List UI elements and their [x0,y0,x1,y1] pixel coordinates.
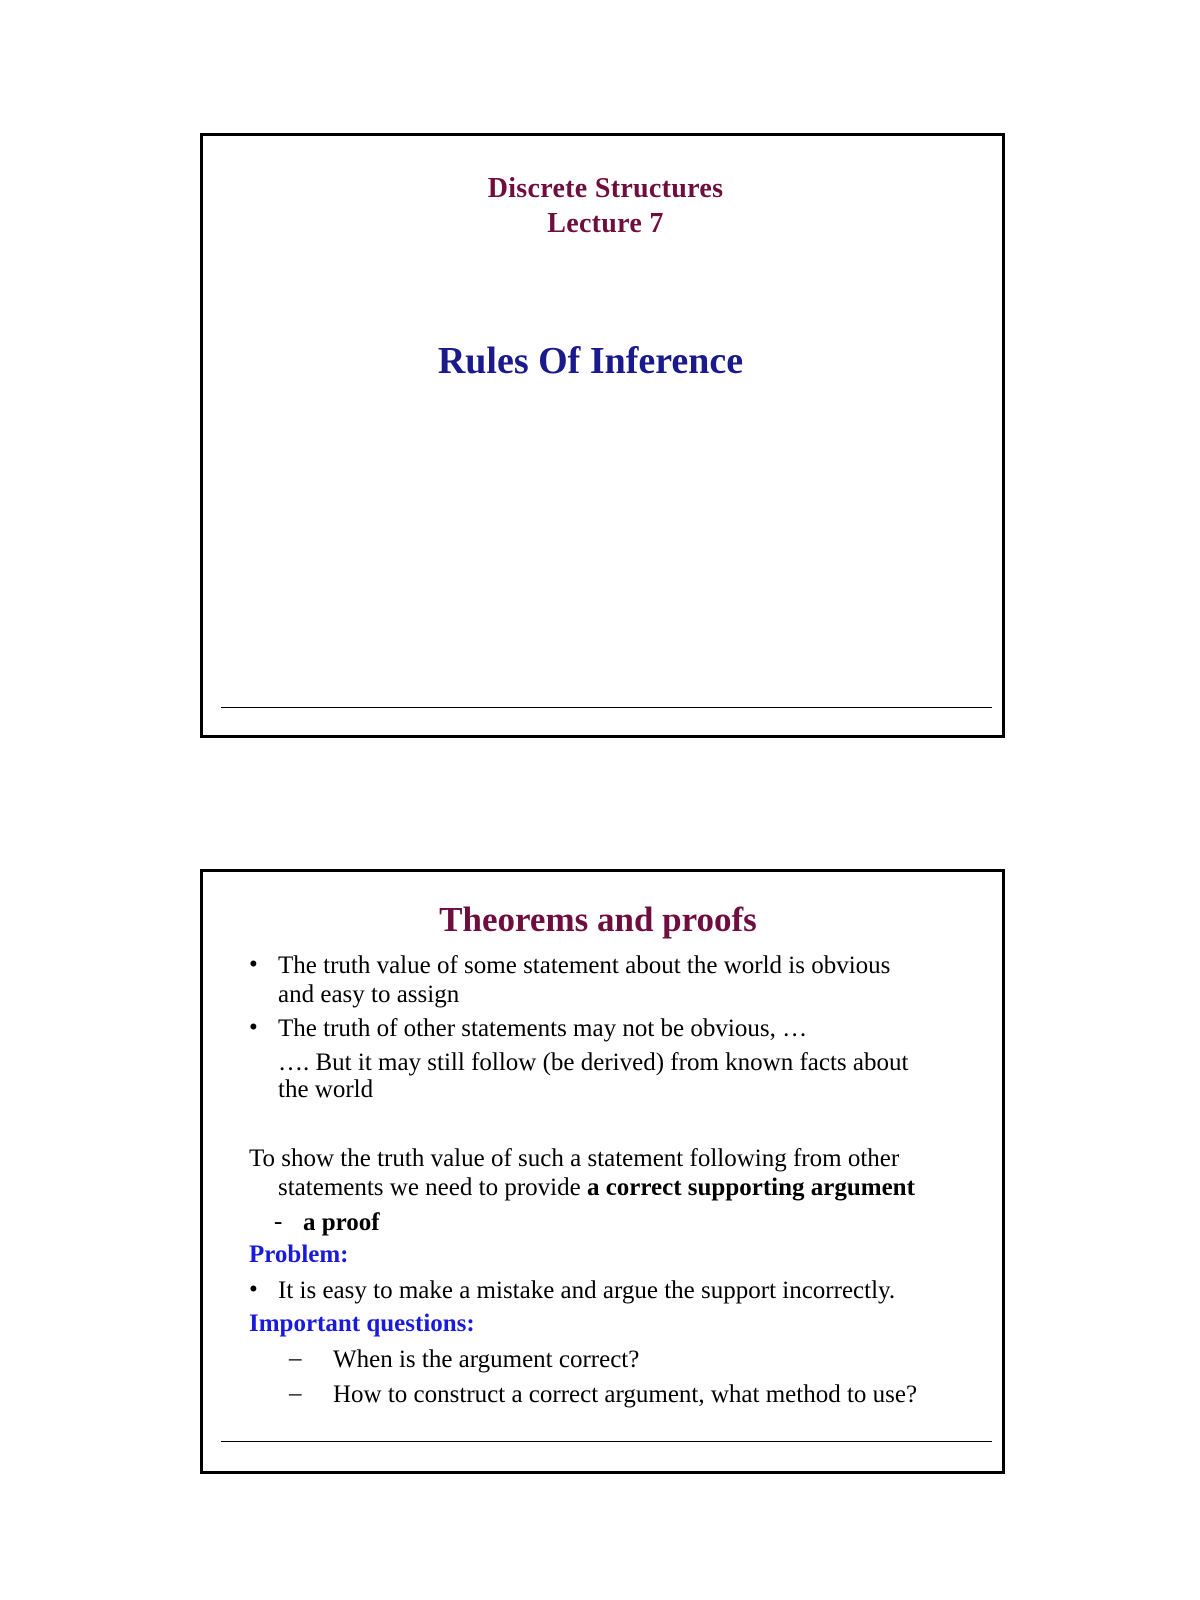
paragraph-emphasis: a correct supporting argument [586,1174,915,1201]
dash-marker: – [289,1345,302,1372]
paragraph-line [278,1173,915,1202]
paragraph-line: To show the truth value of such a statement following from other [249,1145,900,1172]
bullet-text-continued: and easy to assign [278,981,460,1008]
problem-label: Problem: [249,1241,349,1268]
dash-marker: - [274,1208,283,1235]
proof-emphasis: a proof [303,1209,380,1236]
question-item: When is the argument correct? [333,1346,640,1373]
course-title: Discrete Structures [487,173,724,204]
bullet-text-continued: …. But it may still follow (be derived) from known facts about [278,1049,909,1076]
footer-rule [221,1441,992,1442]
slide-theorems-and-proofs [200,869,1005,1474]
bullet-marker: • [249,951,258,978]
bullet-text-continued: the world [278,1076,374,1103]
paragraph-text: statements we need to provide [278,1174,587,1201]
bullet-marker: • [249,1276,258,1303]
bullet-text: The truth of other statements may not be obvious, … [278,1015,808,1042]
dash-marker: – [289,1380,302,1407]
questions-label: Important questions: [249,1310,475,1337]
footer-rule [221,707,992,708]
slide-title [200,133,1005,738]
paragraph-line [303,1208,380,1237]
slide-heading: Theorems and proofs [439,900,757,939]
question-item: How to construct a correct argument, what method to use? [333,1381,918,1408]
lecture-number: Lecture 7 [547,208,664,239]
bullet-marker: • [249,1014,258,1041]
lecture-title: Rules Of Inference [437,340,744,382]
problem-text: It is easy to make a mistake and argue the support incorrectly. [278,1277,896,1304]
bullet-text: The truth value of some statement about the world is obvious [278,952,891,979]
